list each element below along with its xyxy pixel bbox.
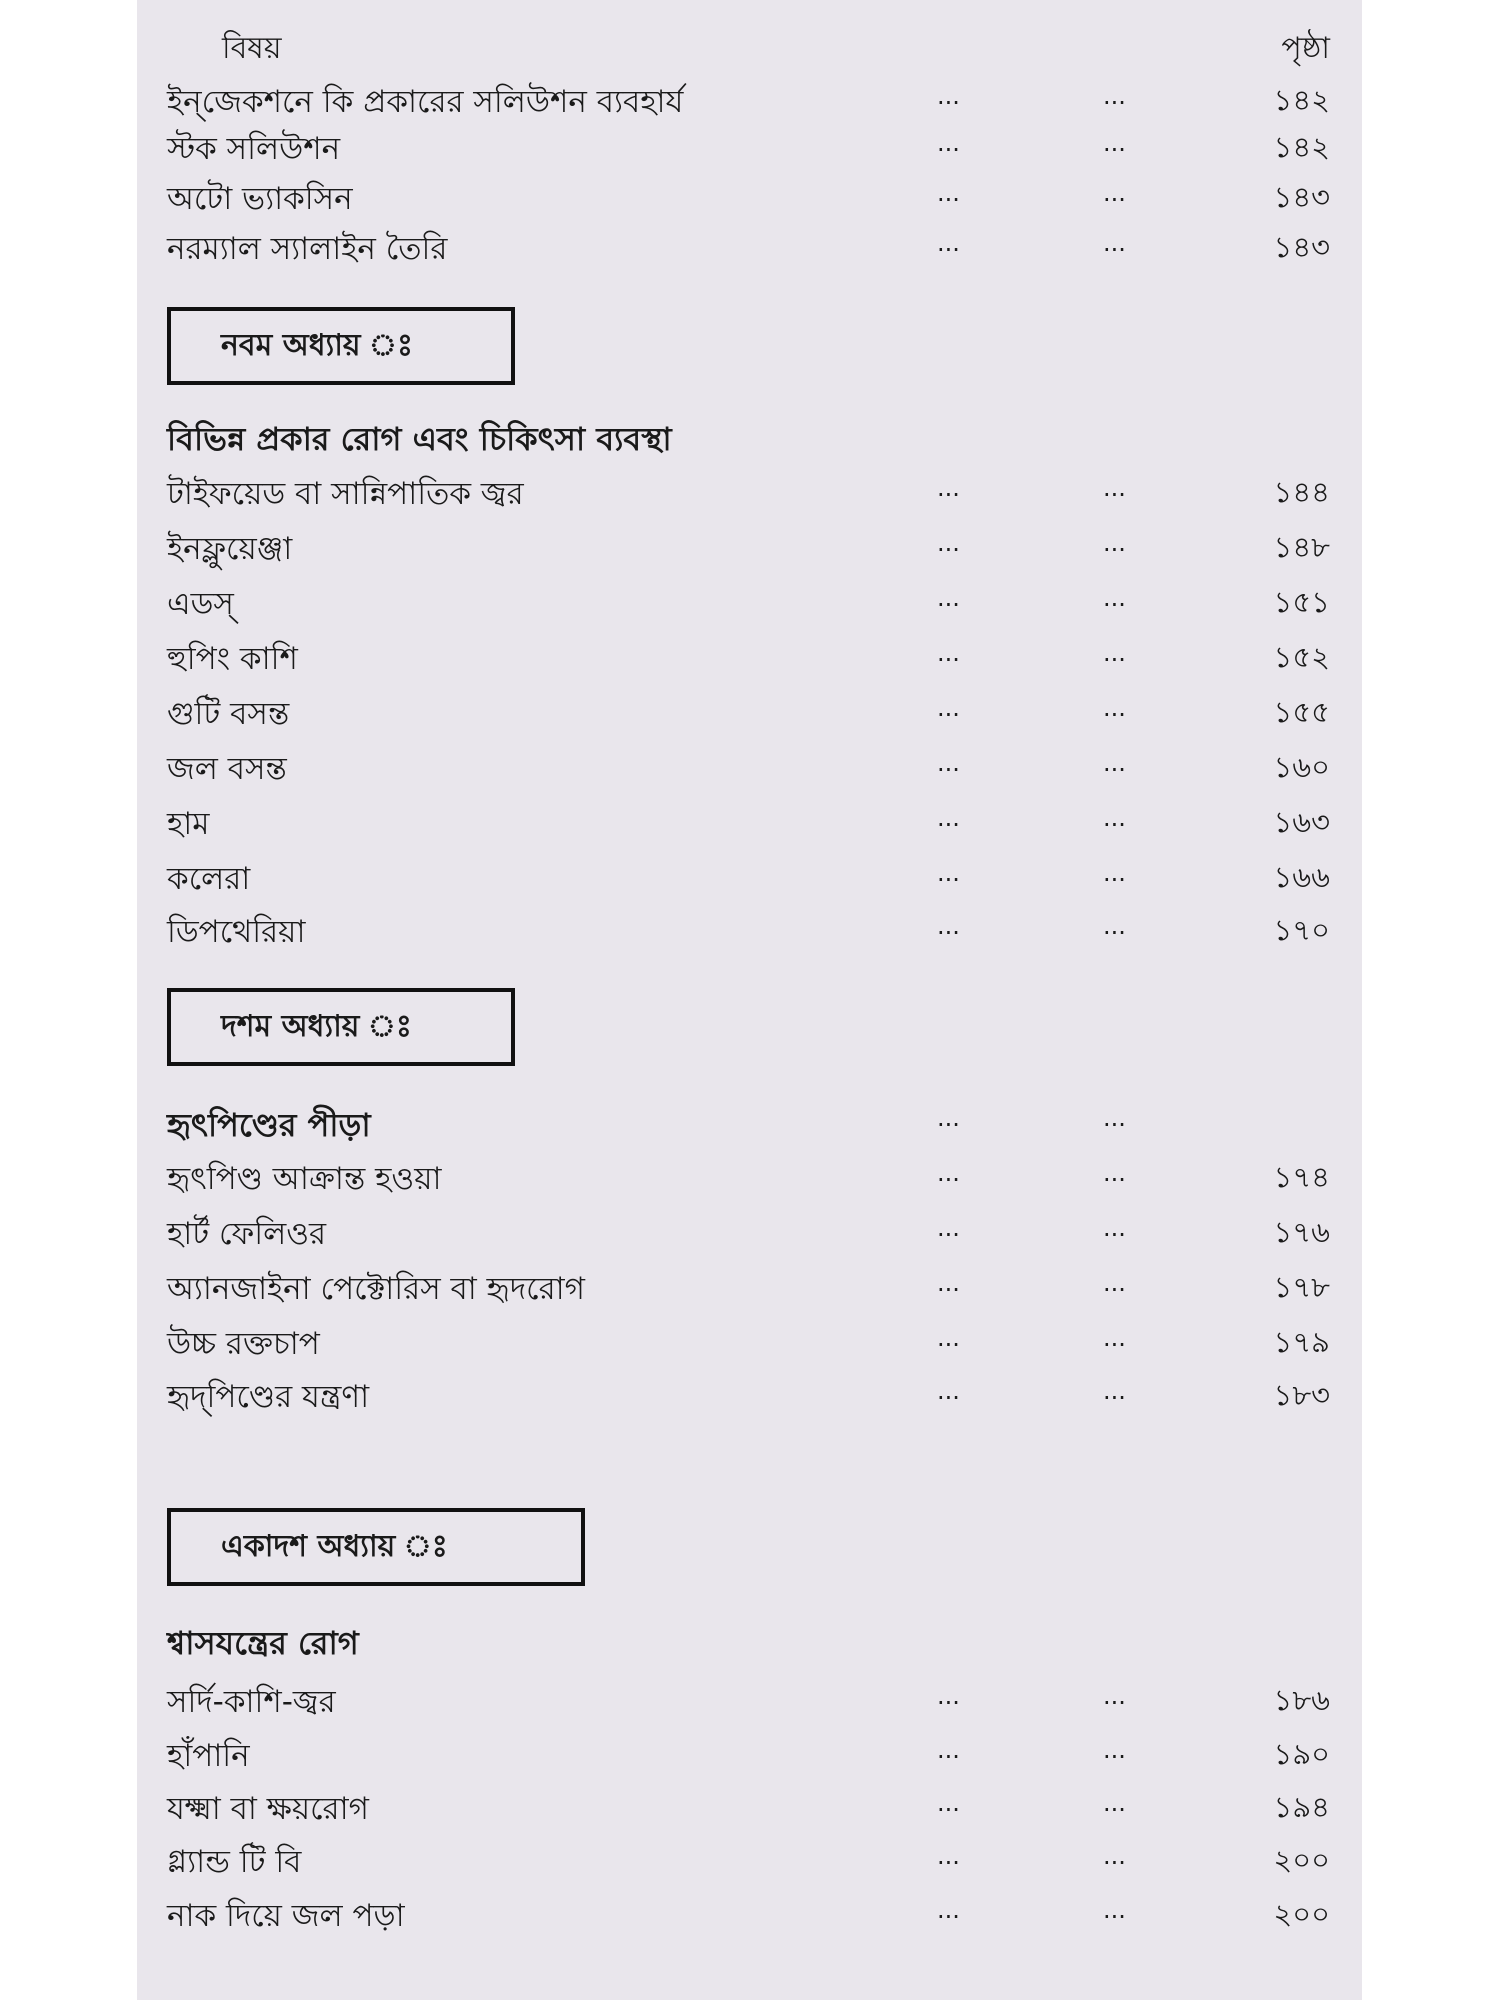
- leader-dots: ...: [937, 179, 960, 207]
- entry-title: হার্ট ফেলিওর: [167, 1216, 327, 1252]
- leader-dots: ...: [937, 129, 960, 157]
- page-header: পৃষ্ঠা: [1281, 31, 1330, 66]
- book-page: [137, 0, 1362, 2000]
- entry-title: যক্ষ্মা বা ক্ষয়রোগ: [167, 1791, 369, 1827]
- leader-dots: ...: [1103, 749, 1126, 777]
- toc-row: [137, 470, 1362, 510]
- entry-title: টাইফয়েড বা সান্নিপাতিক জ্বর: [167, 476, 524, 512]
- leader-dots: ...: [937, 1736, 960, 1764]
- page-number: ১৬৩: [1273, 805, 1330, 839]
- toc-row: [137, 855, 1362, 895]
- page-number: ১৬৬: [1273, 860, 1330, 894]
- leader-dots: ...: [1103, 584, 1126, 612]
- page-number: ১৯৪: [1273, 1790, 1330, 1824]
- entry-title: গুটি বসন্ত: [167, 696, 290, 732]
- leader-dots: ...: [1103, 694, 1126, 722]
- leader-dots: ...: [1103, 1214, 1126, 1242]
- entry-title: নরম্যাল স্যালাইন তৈরি: [167, 231, 448, 267]
- entry-title: হৃৎপিণ্ড আক্রান্ত হওয়া: [167, 1161, 442, 1197]
- toc-row: [137, 635, 1362, 675]
- leader-dots: ...: [1103, 1159, 1126, 1187]
- leader-dots: ...: [1103, 1789, 1126, 1817]
- page-number: ১৬০: [1273, 750, 1330, 784]
- page-number: ১৮৬: [1273, 1683, 1330, 1717]
- leader-dots: ...: [1103, 804, 1126, 832]
- page-number: ১৪৩: [1273, 180, 1330, 214]
- leader-dots: ...: [1103, 474, 1126, 502]
- leader-dots: ...: [1103, 1269, 1126, 1297]
- leader-dots: ...: [1103, 639, 1126, 667]
- toc-row: [137, 1732, 1362, 1772]
- subject-header: বিষয়: [222, 31, 282, 66]
- page-number: ২০০: [1273, 1843, 1330, 1877]
- page-number: ১৭৮: [1273, 1270, 1330, 1304]
- entry-title: হুপিং কাশি: [167, 641, 298, 677]
- leader-dots: ...: [937, 1842, 960, 1870]
- leader-dots: ...: [1103, 179, 1126, 207]
- leader-dots: ...: [937, 859, 960, 887]
- page-number: ১৪৪: [1273, 475, 1330, 509]
- page-number: ১৪৩: [1273, 230, 1330, 264]
- leader-dots: ...: [937, 1377, 960, 1405]
- toc-row: [137, 1678, 1362, 1718]
- leader-dots: ...: [937, 694, 960, 722]
- leader-dots: ...: [937, 804, 960, 832]
- section-title: হৃৎপিণ্ডের পীড়া: [167, 1106, 371, 1144]
- entry-title: এডস্: [167, 586, 234, 622]
- entry-title: গ্ল্যান্ড টি বি: [167, 1844, 302, 1880]
- toc-row: [137, 1155, 1362, 1195]
- leader-dots: ...: [1103, 129, 1126, 157]
- toc-row: [137, 1373, 1362, 1413]
- entry-title: নাক দিয়ে জল পড়া: [167, 1898, 405, 1934]
- entry-title: হাঁপানি: [167, 1738, 250, 1774]
- toc-row: [137, 1320, 1362, 1360]
- section-title: শ্বাসযন্ত্রের রোগ: [167, 1624, 359, 1662]
- section-title: বিভিন্ন প্রকার রোগ এবং চিকিৎসা ব্যবস্থা: [167, 420, 672, 458]
- page-number: ১৪২: [1273, 83, 1330, 117]
- leader-dots: ...: [937, 82, 960, 110]
- entry-title: স্টক সলিউশন: [167, 131, 341, 167]
- leader-dots: ...: [937, 1896, 960, 1924]
- leader-dots: ...: [937, 1682, 960, 1710]
- toc-row: [137, 125, 1362, 165]
- entry-title: ইনফ্লুয়েঞ্জা: [167, 531, 293, 567]
- leader-dots: ...: [1103, 859, 1126, 887]
- page-number: ১৪৮: [1273, 530, 1330, 564]
- toc-row: [137, 1100, 1362, 1144]
- entry-title: উচ্চ রক্তচাপ: [167, 1326, 320, 1362]
- leader-dots: ...: [1103, 1104, 1126, 1132]
- page-number: ১৯০: [1273, 1737, 1330, 1771]
- entry-title: জল বসন্ত: [167, 751, 287, 787]
- page-number: ১৭৪: [1273, 1160, 1330, 1194]
- chapter-heading-box: একাদশ অধ্যায় ঃ: [167, 1508, 585, 1586]
- leader-dots: ...: [1103, 1682, 1126, 1710]
- leader-dots: ...: [1103, 1896, 1126, 1924]
- leader-dots: ...: [937, 912, 960, 940]
- page-number: ১৫৫: [1273, 695, 1330, 729]
- chapter-heading-box: দশম অধ্যায় ঃ: [167, 988, 515, 1066]
- toc-row: [137, 78, 1362, 118]
- leader-dots: ...: [1103, 229, 1126, 257]
- toc-row: [137, 800, 1362, 840]
- leader-dots: ...: [937, 584, 960, 612]
- toc-row: [137, 1210, 1362, 1250]
- entry-title: হৃদ্‌পিণ্ডের যন্ত্রণা: [167, 1379, 370, 1415]
- leader-dots: ...: [937, 1269, 960, 1297]
- leader-dots: ...: [937, 229, 960, 257]
- leader-dots: ...: [937, 474, 960, 502]
- leader-dots: ...: [1103, 1324, 1126, 1352]
- page-number: ১৭৬: [1273, 1215, 1330, 1249]
- leader-dots: ...: [937, 749, 960, 777]
- page-number: ১৭০: [1273, 913, 1330, 947]
- page-number: ১৭৯: [1273, 1325, 1330, 1359]
- entry-title: ইন্‌জেকশনে কি প্রকারের সলিউশন ব্যবহার্য: [167, 84, 684, 120]
- leader-dots: ...: [937, 529, 960, 557]
- toc-row: [137, 225, 1362, 265]
- entry-title: কলেরা: [167, 861, 251, 897]
- leader-dots: ...: [1103, 1736, 1126, 1764]
- chapter-heading-box: নবম অধ্যায় ঃ: [167, 307, 515, 385]
- leader-dots: ...: [1103, 912, 1126, 940]
- page-number: ১৫২: [1273, 640, 1330, 674]
- leader-dots: ...: [937, 639, 960, 667]
- toc-row: [137, 1265, 1362, 1305]
- toc-row: [137, 745, 1362, 785]
- leader-dots: ...: [937, 1324, 960, 1352]
- leader-dots: ...: [1103, 82, 1126, 110]
- entry-title: সর্দি-কাশি-জ্বর: [167, 1684, 336, 1720]
- leader-dots: ...: [937, 1104, 960, 1132]
- page-number: ১৫১: [1273, 585, 1330, 619]
- entry-title: অটো ভ্যাকসিন: [167, 181, 353, 217]
- entry-title: ডিপথেরিয়া: [167, 914, 306, 950]
- toc-row: [137, 1838, 1362, 1878]
- leader-dots: ...: [937, 1214, 960, 1242]
- page-number: ১৮৩: [1273, 1378, 1330, 1412]
- entry-title: হাম: [167, 806, 210, 842]
- leader-dots: ...: [1103, 1377, 1126, 1405]
- toc-row: [137, 525, 1362, 565]
- leader-dots: ...: [937, 1789, 960, 1817]
- leader-dots: ...: [937, 1159, 960, 1187]
- page-number: ২০০: [1273, 1897, 1330, 1931]
- page-number: ১৪২: [1273, 130, 1330, 164]
- leader-dots: ...: [1103, 1842, 1126, 1870]
- entry-title: অ্যানজাইনা পেক্টোরিস বা হৃদরোগ: [167, 1271, 585, 1307]
- leader-dots: ...: [1103, 529, 1126, 557]
- toc-row: [137, 580, 1362, 620]
- toc-row: [137, 1785, 1362, 1825]
- toc-row: [137, 690, 1362, 730]
- toc-row: [137, 175, 1362, 215]
- toc-row: [137, 1892, 1362, 1932]
- toc-row: [137, 908, 1362, 948]
